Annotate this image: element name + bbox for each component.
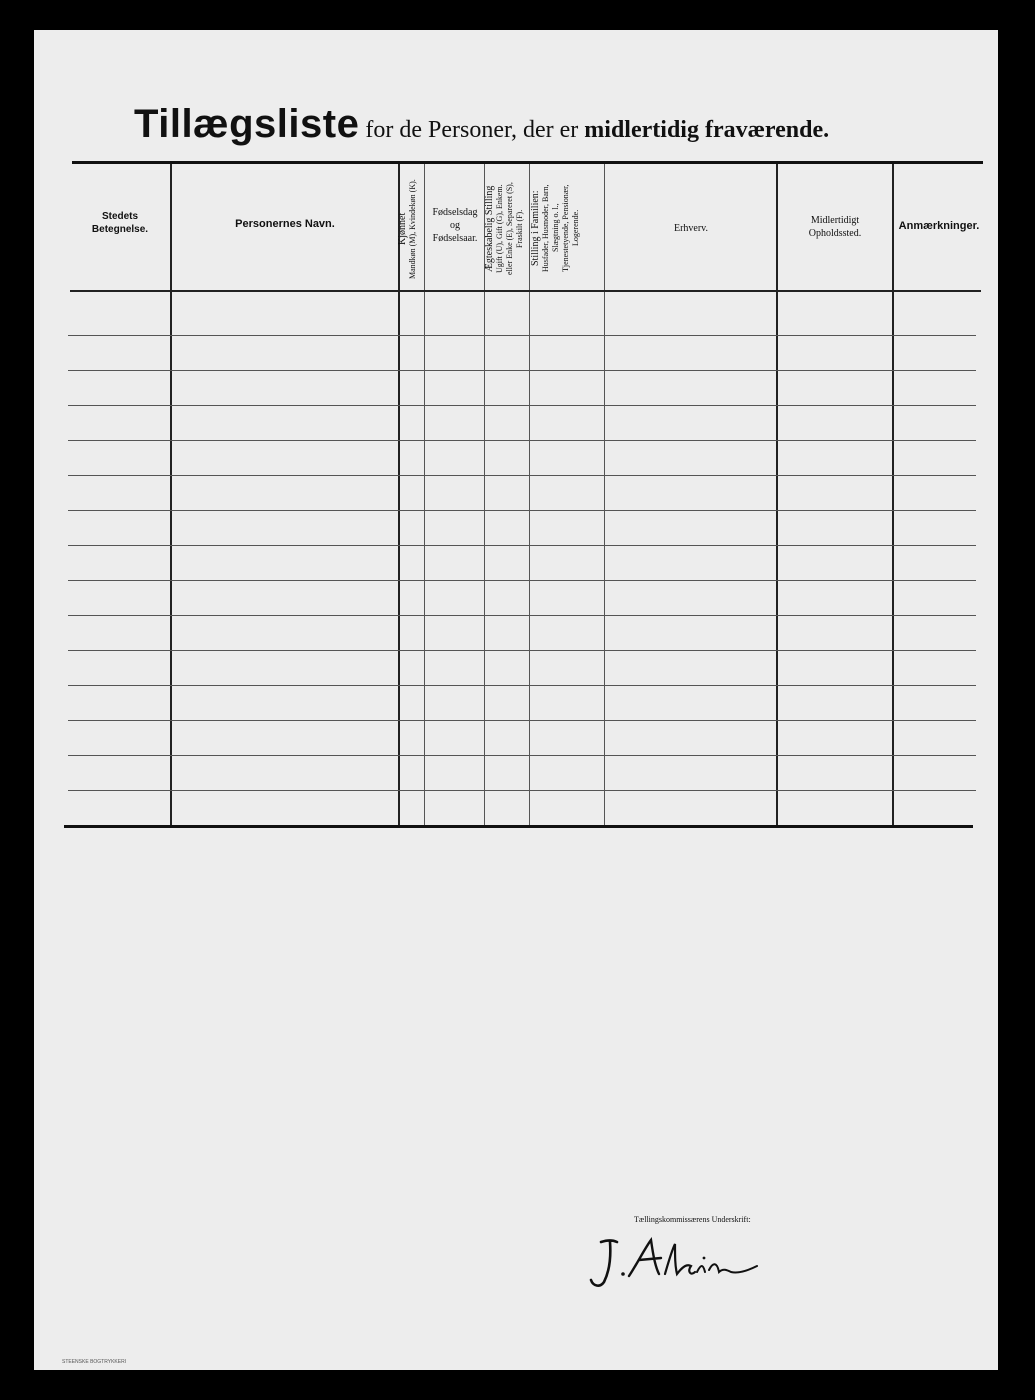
column-divider: [170, 164, 172, 825]
header-rule: [70, 290, 981, 292]
header-navn: Personernes Navn.: [235, 218, 335, 230]
header-fodsel-line1: Fødselsdag: [432, 207, 478, 218]
signature-label: Tællingskommissærens Underskrift:: [634, 1215, 751, 1224]
signature: [579, 1230, 769, 1295]
row-line: [68, 545, 976, 546]
table-bottom-rule: [64, 825, 973, 828]
header-kjonnet-line2: Mandkøn (M), Kvindekøn (K).: [408, 179, 417, 279]
header-fodsel-line3: Fødselsaar.: [432, 233, 478, 244]
header-familie-line3: Slægtning o. l.,: [551, 203, 560, 253]
row-line: [68, 370, 976, 371]
header-kjonnet-line1: Kjønnet: [397, 212, 408, 246]
row-line: [68, 335, 976, 336]
row-line: [68, 440, 976, 441]
printer-mark: STEENSKE BOGTRYKKERI: [62, 1359, 127, 1365]
title-bold: midlertidig fraværende.: [584, 117, 830, 143]
header-opholdssted-line1: Midlertidigt: [810, 215, 860, 226]
row-line: [68, 510, 976, 511]
header-opholdssted: [778, 214, 892, 240]
header-fodsel-line2: og: [450, 220, 460, 231]
header-stedets-line1: Stedets: [101, 211, 139, 222]
header-kjonnet: [398, 170, 424, 288]
header-erhverv: Erhverv.: [673, 223, 709, 234]
row-line: [68, 755, 976, 756]
table-top-rule: [72, 161, 983, 164]
handwritten-signature-icon: [579, 1230, 769, 1290]
census-sheet: [34, 30, 998, 1370]
header-familie-line4: Tjenestetyende, Pensionær,: [561, 184, 570, 272]
title-middle: for de Personer, der er: [365, 117, 579, 143]
header-fodsel: [426, 206, 484, 245]
header-familie-line1: Stilling i Familien:: [530, 190, 541, 266]
column-divider: [604, 164, 605, 825]
column-divider: [424, 164, 425, 825]
title-main: Tillægsliste: [134, 102, 360, 146]
header-aegteskab-line4: Fraskilt (F).: [515, 209, 524, 249]
header-familie-line2: Husfader, Husmoder, Barn,: [541, 184, 550, 272]
row-line: [68, 720, 976, 721]
header-familie: [531, 168, 603, 288]
header-aegteskab-line2: Ugift (U), Gift (G), Enkem.: [495, 184, 504, 274]
header-stedets-line2: Betegnelse.: [91, 224, 149, 235]
header-anmaerkninger: Anmærkninger.: [898, 220, 980, 232]
header-aegteskab-line1: Ægteskabelig Stilling: [484, 185, 495, 273]
row-line: [68, 475, 976, 476]
row-line: [68, 615, 976, 616]
row-line: [68, 650, 976, 651]
header-opholdssted-line2: Opholdssted.: [808, 228, 862, 239]
column-divider: [776, 164, 778, 825]
row-line: [68, 790, 976, 791]
row-line: [68, 405, 976, 406]
column-divider: [892, 164, 894, 825]
row-line: [68, 685, 976, 686]
header-familie-line5: Logerende.: [571, 209, 580, 247]
page-title: [134, 102, 994, 147]
row-line: [68, 580, 976, 581]
header-aegteskab: [485, 170, 529, 288]
header-stedets: [72, 210, 168, 236]
header-aegteskab-line3: eller Enke (E), Separeret (S),: [505, 182, 514, 276]
